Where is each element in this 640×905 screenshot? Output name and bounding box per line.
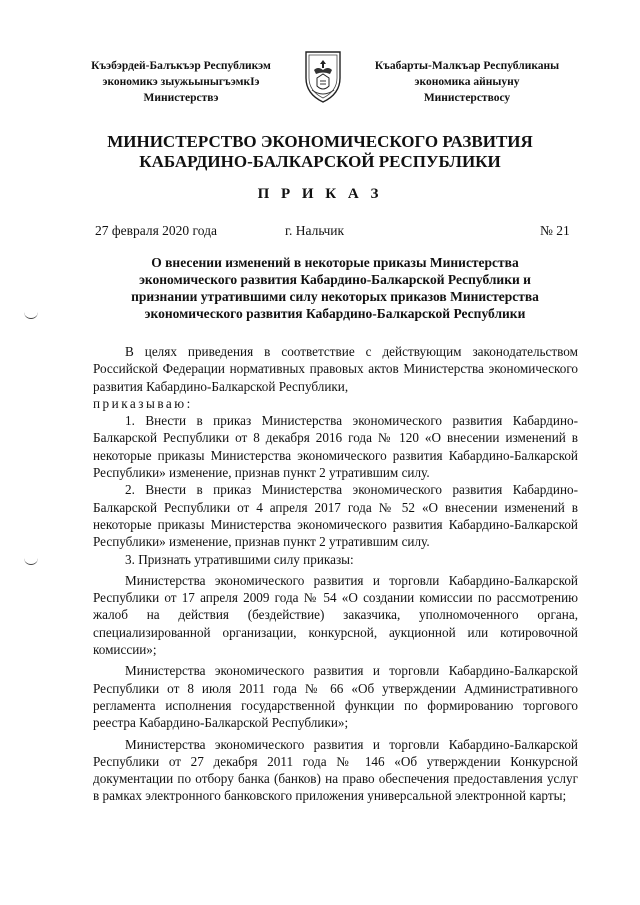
- repealed-order: Министерства экономического развития и торговли Кабардино-Балкарской Республики от 17 апреля 2009 года № 54 «О создании комиссии по рассмотрению жалоб на действия (бездействие) заказчика, уполномоченного органа, специализированной организации, конкурсной, аукционной или котировочной комиссии»;: [93, 572, 578, 658]
- subject-line: экономического развития Кабардино-Балкарской Республики и: [139, 272, 531, 287]
- ministry-title-line: МИНИСТЕРСТВО ЭКОНОМИЧЕСКОГО РАЗВИТИЯ: [107, 132, 533, 151]
- ministry-title: [0, 132, 640, 172]
- punch-hole-mark: [24, 310, 38, 319]
- order-city: г. Нальчик: [285, 223, 345, 238]
- order-subject: [100, 254, 570, 322]
- header-right-line: экономика айныуну: [414, 76, 520, 88]
- subject-line: экономического развития Кабардино-Балкарской Республики: [144, 306, 526, 321]
- order-item: 1. Внести в приказ Министерства экономического развития Кабардино-Балкарской Республики от 8 декабря 2016 года № 120 «О внесении изменений в некоторые приказы Министерства экономического развития Кабардино-Балкарской Республики» изменение, признав пункт 2 утратившим силу.: [93, 413, 578, 481]
- order-body: [93, 343, 578, 805]
- preamble-paragraph: В целях приведения в соответствие с действующим законодательством Российской Федерации нормативных правовых актов Министерства экономического развития Кабардино-Балкарской Республики,: [93, 344, 578, 394]
- punch-hole-mark: [24, 556, 38, 565]
- header-right-balkar: [372, 58, 562, 106]
- header-left-line: Министерствэ: [143, 92, 219, 104]
- header-right-line: Къабарты-Малкъар Республиканы: [374, 60, 560, 72]
- coat-of-arms-icon: [300, 48, 346, 104]
- repealed-order: Министерства экономического развития и торговли Кабардино-Балкарской Республики от 27 декабря 2011 года № 146 «Об утверждении Конкурсной документации по отбору банка (банков) на право обеспечения предоставления услуг в рамках электронного банковского приложения универсальной электронной карты;: [93, 736, 578, 804]
- order-item: 3. Признать утратившими силу приказы:: [125, 551, 354, 567]
- subject-line: признании утратившими силу некоторых приказов Министерства: [131, 289, 539, 304]
- repealed-order: Министерства экономического развития и торговли Кабардино-Балкарской Республики от 8 июля 2011 года № 66 «Об утверждении Административного регламента исполнения государственной функции по формированию торгового реестра Кабардино-Балкарской Республики»;: [93, 663, 578, 731]
- header-right-line: Министерствосу: [423, 92, 511, 104]
- order-heading: П Р И К А З: [257, 186, 383, 202]
- header-left-line: экономикэ зыужьыныгъэмкIэ: [102, 76, 260, 88]
- subject-line: О внесении изменений в некоторые приказы Министерства: [151, 255, 519, 270]
- order-item: 2. Внести в приказ Министерства экономического развития Кабардино-Балкарской Республики от 4 апреля 2017 года № 52 «О внесении изменений в некоторые приказы Министерства экономического развития Кабардино-Балкарской Республики» изменение, признав пункт 2 утратившим силу.: [93, 482, 578, 550]
- order-number: № 21: [540, 223, 570, 238]
- header-left-kabardian: [86, 58, 276, 106]
- decree-word: приказываю:: [93, 395, 193, 411]
- order-date: 27 февраля 2020 года: [95, 223, 217, 238]
- ministry-title-line: КАБАРДИНО-БАЛКАРСКОЙ РЕСПУБЛИКИ: [139, 152, 501, 171]
- header-left-line: Къэбэрдей-Балъкъэр Республикэм: [91, 60, 271, 72]
